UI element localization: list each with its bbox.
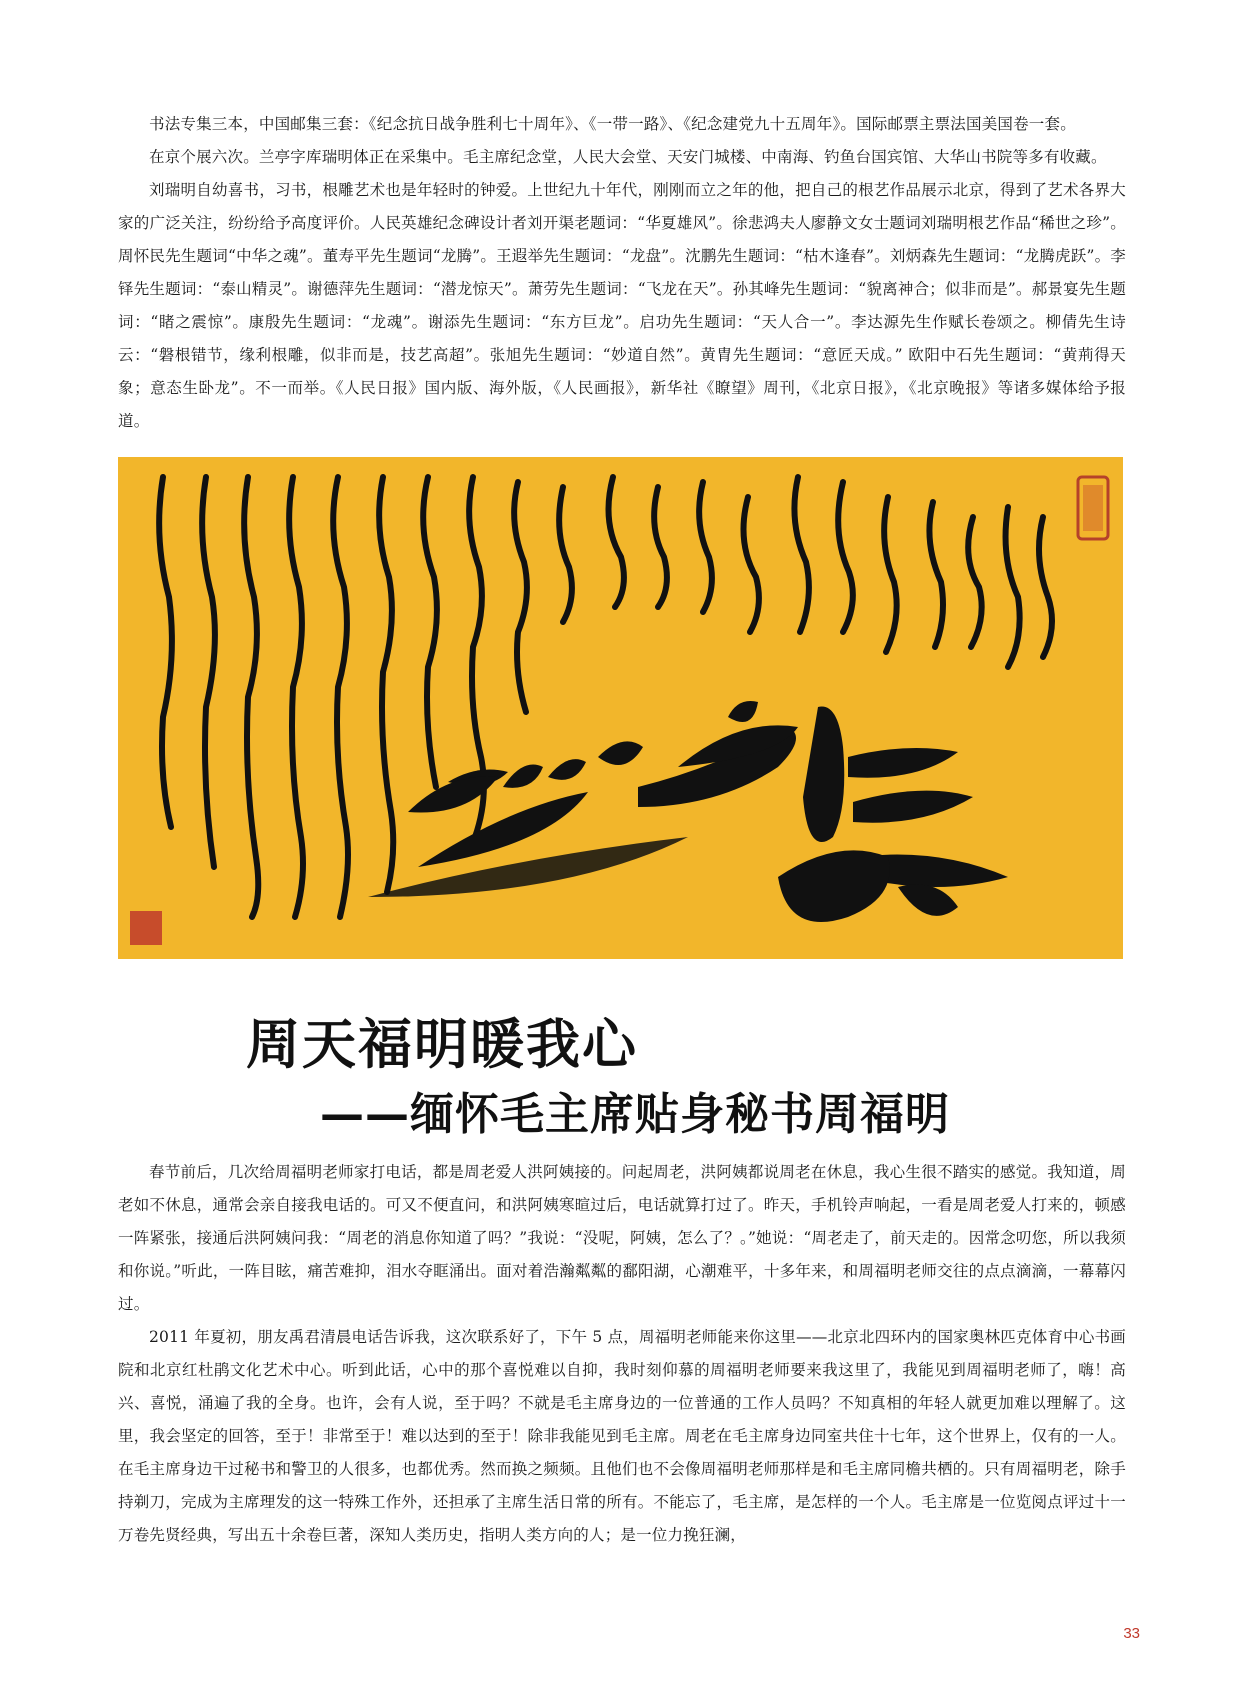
calligraphy-artwork <box>118 457 1123 959</box>
intro-paragraph-1: 书法专集三本，中国邮集三套：《纪念抗日战争胜利七十周年》、《一带一路》、《纪念建党九十五周年》。国际邮票主票法国美国卷一套。 <box>149 115 1076 133</box>
article-title: 周天福明暖我心 <box>246 1013 638 1076</box>
article-title-block <box>0 990 1240 1140</box>
page-number: 33 <box>1123 1625 1140 1642</box>
article-subtitle: ——缅怀毛主席贴身秘书周福明 <box>320 1089 950 1140</box>
intro-paragraph-2: 在京个展六次。兰亭字库瑞明体正在采集中。毛主席纪念堂，人民大会堂、天安门城楼、中南海、钓鱼台国宾馆、大华山书院等多有收藏。 <box>149 148 1107 166</box>
intro-text-block <box>118 108 1126 438</box>
body-paragraph-1: 春节前后，几次给周福明老师家打电话，都是周老爱人洪阿姨接的。问起周老，洪阿姨都说周老在休息，我心生很不踏实的感觉。我知道，周老如不休息，通常会亲自接我电话的。可又不便直问，和洪阿姨寒暄过后，电话就算打过了。昨天，手机铃声响起，一看是周老爱人打来的，顿感一阵紧张，接通后洪阿姨问我：“周老的消息你知道了吗？”我说：“没呢，阿姨，怎么了？。”她说：“周老走了，前天走的。因常念叨您，所以我须和你说。”听此，一阵目眩，痛苦难抑，泪水夺眶涌出。面对着浩瀚粼粼的鄱阳湖，心潮难平，十多年来，和周福明老师交往的点点滴滴，一幕幕闪过。 <box>118 1163 1126 1313</box>
body-paragraph-2: 2011 年夏初，朋友禹君清晨电话告诉我，这次联系好了，下午 5 点，周福明老师能来你这里——北京北四环内的国家奥林匹克体育中心书画院和北京红杜鹃文化艺术中心。听到此话，心中的那个喜悦难以自抑，我时刻仰慕的周福明老师要来我这里了，我能见到周福明老师了，嗨！高兴、喜悦，涌遍了我的全身。也许，会有人说，至于吗？不就是毛主席身边的一位普通的工作人员吗？不知真相的年轻人就更加难以理解了。这里，我会坚定的回答，至于！非常至于！难以达到的至于！除非我能见到毛主席。周老在毛主席身边同室共住十七年，这个世界上，仅有的一人。在毛主席身边干过秘书和警卫的人很多，也都优秀。然而换之频频。且他们也不会像周福明老师那样是和毛主席同檐共栖的。只有周福明老，除手持剃刀，完成为主席理发的这一特殊工作外，还担承了主席生活日常的所有。不能忘了，毛主席，是怎样的一个人。毛主席是一位览阅点评过十一万卷先贤经典，写出五十余卷巨著，深知人类历史，指明人类方向的人；是一位力挽狂澜， <box>118 1328 1126 1544</box>
seal-bottom-left <box>130 911 162 945</box>
article-body <box>118 1156 1126 1552</box>
calligraphy-artwork-image <box>118 457 1123 959</box>
intro-paragraph-3: 刘瑞明自幼喜书，习书，根雕艺术也是年轻时的钟爱。上世纪九十年代，刚刚而立之年的他，把自己的根艺作品展示北京，得到了艺术各界大家的广泛关注，纷纷给予高度评价。人民英雄纪念碑设计者刘开渠老题词：“华夏雄风”。徐悲鸿夫人廖静文女士题词刘瑞明根艺作品“稀世之珍”。周怀民先生题词“中华之魂”。董寿平先生题词“龙腾”。王遐举先生题词：“龙盘”。沈鹏先生题词：“枯木逢春”。刘炳森先生题词：“龙腾虎跃”。李铎先生题词：“泰山精灵”。谢德萍先生题词：“潜龙惊天”。萧劳先生题词：“飞龙在天”。孙其峰先生题词：“貌离神合；似非而是”。郝景宴先生题词：“睹之震惊”。康殷先生题词：“龙魂”。谢添先生题词：“东方巨龙”。启功先生题词：“天人合一”。李达源先生作赋长卷颂之。柳倩先生诗云：“磐根错节，缘利根雕，似非而是，技艺高超”。张旭先生题词：“妙道自然”。黄胄先生题词：“意匠天成。” 欧阳中石先生题词：“黄荊得天象；意态生卧龙”。不一而举。《人民日报》国内版、海外版，《人民画报》，新华社《瞭望》周刊，《北京日报》，《北京晚报》等诸多媒体给予报道。 <box>118 181 1126 430</box>
